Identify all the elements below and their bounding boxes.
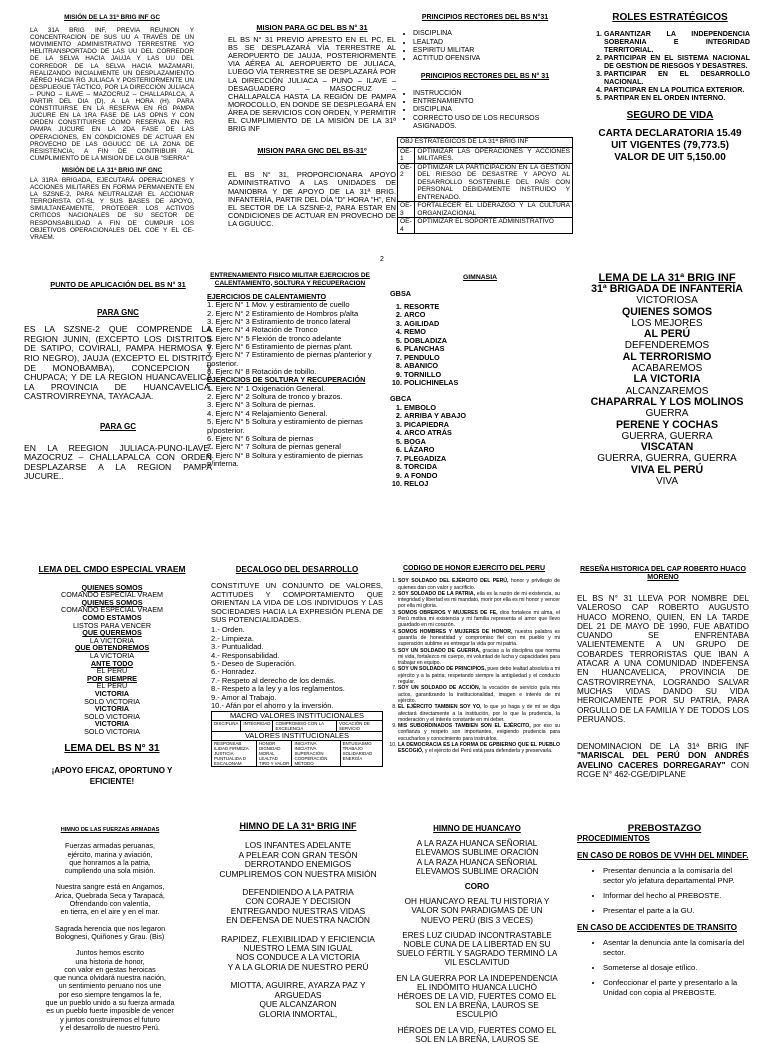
stanza: MIOTTA, AGUIRRE, AYARZA PAZ Y ARGUEDAS QUE ALCANZARON GLORIA INMORTAL, [230,980,366,1019]
gimnasia-item: 2. ARCO [404,311,570,319]
mision-bs-gnc-text: EL BS N° 31, PROPORCIONARA APOYO ADMINISTRATIVO A LAS UNIDADES DE MANIOBRA Y DE APOYO DE LA 31ª BRIG. INFANTERÍA, PARTIR DEL DÍA "D" HORA "H", EN EL SECTOR DE LA SZSNE-2, PARA ESTAR EN CONDICIONES DE ACTUAR EN PROVECHO DE LA GGUUCC. [228,170,396,228]
seguro-line-1: CARTA DECLARATORIA 15.49 [598,128,742,139]
codigo-item [398,629,560,648]
denominacion-name: "MARISCAL DEL PERÚ DON ANDRÉS AVELINO CACERES DORREGARAY" [577,751,749,770]
ejercicio-item: 8. Ejerc N° 8 Rotación de tobillo. [207,367,317,377]
decalogo-item: 2.- Limpieza. [211,633,254,643]
ejercicio-item: 2. Ejerc N° 2 Estiramiento de Hombros p/alta [207,308,359,318]
lema-line: VICTORIA [94,688,130,698]
mision-31-brig-column [30,14,194,254]
lema-line: DEFENDEREMOS [624,340,710,352]
seguro-line-3: VALOR DE UIT 5,150.00 [614,152,726,163]
stanza: OH HUANCAYO REAL TU HISTORIA Y VALOR SON PARADIGMAS DE UN NUEVO PERÚ (BIS 3 VECES) [404,897,550,925]
himno-ffaa-stanzas [20,842,200,1032]
stanza: Sagrada herencia que nos legaron Bolognesi, Quiñones y Grau. (Bis) [54,923,166,941]
lema-line: GUERRA, GUERRA, GUERRA [597,453,737,465]
soltura-title: EJERCICIOS DE SOLTURA Y RECUPERACIÓN [207,375,366,385]
stanza: RAPIDEZ, FLEXIBILIDAD Y EFICIENCIA NUESTRO LEMA SIN IGUAL NOS CONDUCE A LA VICTORIA Y A LA GLORIA DE NUESTRO PERÚ [221,933,375,972]
lema-line: SOLO VICTORIA [84,696,140,706]
principio-item: • LEALTAD [413,39,573,47]
codigo-item [398,610,560,629]
ejercicio-item: 5. Ejerc N° 5 Soltura y estiramiento de piernas p/posterior. [207,417,363,435]
denominacion-label: DENOMINACION DE LA 31ª BRIG INF [577,742,749,752]
accidentes-list [577,938,752,996]
entrenamiento-column [207,272,373,502]
rol-item: 4. PARTICIPAR EN LA POLITICA EXTERIOR. [604,86,750,94]
lema-line: QUE QUEREMOS [82,628,142,638]
codigo-item-text: lo que yo haga y de mí se diga afectará directamente a la institución, por lo que la prudencia, la moderación y el interés constante en mi deber. [398,704,560,723]
decalogo-item: 9.- Amor al Trabajo. [211,692,277,702]
principios-column [397,14,573,274]
roles-title: ROLES ESTRATÉGICOS [612,12,728,23]
resena-column [577,566,749,816]
valores-row [212,741,383,767]
soltura-list [207,385,373,468]
macro-row [212,720,383,731]
lema-line: VICTORIA [94,704,130,714]
gimnasia-item: 1. RESORTE [404,303,570,311]
decalogo-list [211,626,383,710]
codigo-item-lead: SOY UN SOLDADO DE PRINCIPIOS, [398,666,486,673]
punto-aplicacion-title: PUNTO DE APLICACIÓN DEL BS N° 31 [50,280,186,289]
obj-code: OE-4 [398,218,415,234]
principio-item: • ACTITUD OFENSIVA [413,55,573,63]
procedimiento-item: • Someterse al dosaje etílico. [603,963,752,972]
gimnasia-item: 7. PENDULO [404,354,570,362]
lema-brig-column [580,272,754,502]
macro-cell: INTEGRIDAD [241,720,273,731]
codigo-item-text: dios fortalece mi alma, el Perú motiva mi existencia y mi familia representa el amor que llevo guardado en mi corazón. [398,609,560,629]
para-gc-text: EN LA REEGION JULIACA-PUNO-ILAVE-MAZOCRUZ – CHALLAPALCA CON ORDEN DESPLAZARSE A LA REGION PAMPA JUCURE.. [24,442,212,482]
lema-line: LISTOS PARA VENCER [72,620,152,630]
ejercicio-item: 1. Ejerc N° 1 Oxigenación General. [207,383,326,393]
ejercicio-item: 7. Ejerc N° 7 Estiramiento de piernas p/anterior y posterior. [207,350,372,368]
decalogo-item: 10.- Afán por el ahorro y la inversión. [211,701,334,711]
procedimiento-item: • Presentar el parte a la GU. [603,906,752,915]
procedimiento-item: • Confeccionar el parte y presentarlo a la Unidad con copia al PREBOSTE. [603,978,752,997]
obj-code: OE-3 [398,202,415,218]
himno-ffaa-column [20,826,200,1032]
roles-list [590,30,750,102]
gbca-title: GBCA [390,394,412,404]
lema-line: COMANDO ESPECIAL VRAEM [61,590,163,600]
resena-title: RESEÑA HISTORICA DEL CAP ROBERTO HUACO MORENO [580,566,746,581]
gimnasia-item: 4. REMO [404,328,570,336]
lema-line: LOS MEJORES [631,317,703,329]
gimnasia-item: 5. DOBLADIZA [404,337,570,345]
lema-line: GUERRA [645,408,689,420]
rol-item: 2. PARTICIPAR EN EL SISTEMA NACIONAL DE GESTION DE RIESGOS Y DESASTRES. [604,54,750,70]
lema-bs31-title: LEMA DEL BS N° 31 [64,743,160,755]
obj-row [398,163,573,202]
mision-gc-title: MISIÓN DE LA 31ª BRIG INF GC [64,14,160,21]
stanza: CORO [464,882,490,892]
lema-line: ANTE TODO [90,658,134,668]
codigo-item-text: ella es la razón de mi existencia, su integridad y libertad es mi mandato, morir por ella es mi honor y vencer por ella mi gloria. [398,590,561,610]
robos-list [577,866,752,915]
lema-vraem-lines [24,584,200,736]
principio-item: • ENTRENAMIENTO [413,98,573,106]
codigo-honor-list [388,578,560,754]
mision-gnc-text: LA 31RA BRIGADA, EJECUTARÁ OPERACIONES Y ACCIONES MILITARES EN FORMA PERMANENTE EN LA SZSNE-2, PARA NEUTRALIZAR EL ACCIONAR TERRORISTA OT-SL Y SUS BASES DE APOYO, SIMULTANEAMENTE, PROTEGER LOS ACTIVOS CRITICOS NACIONALES DE SU SECTOR DE RESPONSABILIDAD A FIN DE CUMPLIR LOS OBJETIVOS OPERACIONALES DEL COE Y EL CE-VRAEM. [30,176,194,241]
resena-text: EL BS N° 31 LLEVA POR NOMBRE DEL VALEROSO CAP ROBERTO AUGUSTO HUACO MORENO, QUIEN, EN LA TARDE DEL 21 DE MAYO DE 1990, FUE ABATIDO CUANDO SE ENFRENTABA VALIENTEMENTE A UN GRUPO DE COBARDES TERRORISTAS QUE IBAN A ATACAR A UNA COMUNIDAD INDEFENSA EN HUANCAVELICA, PROVINCIA DE CASTROVIRREYNA, LOGRANDO SALVAR MUCHAS VIDAS DANDO SU VIDA HEROICAMENTE POR SU PATRIA, PARA ORGULLO DE LA FAMILIA Y DE TODOS LOS PERUANOS. [577,594,749,724]
principio-item: • DISCIPLINA [413,106,573,114]
lema-line: 31ª BRIGADA DE INFANTERÍA [591,283,743,295]
para-gnc-text: ES LA SZSNE-2 QUE COMPRENDE LA REGION JUNIN, (EXCEPTO LOS DISTRITOS DE SATIPO, COVIRALI, PAMPA HERMOSA Y RIO NEGRO), JAUJA (EXCEPTO EL DISTRITO DE MONOBAMBA), CONCEPCION Y CHUPACA; Y DE LA REGION HUANCAVELICA LA PROVINCIA DE HUANCAVELICA, CASTROVIRREYNA, TAYACAJA. [24,324,212,402]
obj-row [398,218,573,234]
gimnasia-title: GIMNASIA [463,274,497,281]
gbsa-title: GBSA [390,289,412,299]
obj-desc: OPTIMIZAR LA PARTICIPACIÓN EN LA GESTIÓN DEL RIESGO DE DESASTRE Y APOYO AL DESARROLLO SOSTENIBLE DEL PAÍS CON PERSONAL DEBIDAMENTE INSTRUIDO Y ENTRENADO. [415,163,573,202]
lema-line: EL PERÚ [96,681,128,691]
lema-line: PERENE Y COCHAS [615,418,719,431]
macro-cell: COMPROMISO CON LA EXCELENCIA [273,720,337,731]
codigo-honor-title: CODIGO DE HONOR EJERCITO DEL PERU [402,565,546,572]
stanza: LOS INFANTES ADELANTE A PELEAR CON GRAN TESÓN DERROTANDO ENEMIGOS CUMPLIREMOS CON NUESTRA MISIÓN [219,840,377,879]
rol-item: 5. PARTIPAR EN EL ORDEN INTERNO. [604,94,750,102]
lema-line: QUIENES SOMOS [81,597,143,607]
codigo-item [398,742,560,755]
lema-brig-lines [580,284,754,487]
gimnasia-item: 6. PLANCHAS [404,345,570,353]
lema-line: LA VICTORIA [89,650,135,660]
calentamiento-list [207,301,373,376]
valores-cell: ENTUSIASMO TRABAJO SOLIDARIDAD ENERGÍA [340,741,382,767]
lema-line: QUIENES SOMOS [81,582,143,592]
decalogo-item: 8.- Respeto a la ley y a los reglamentos. [211,684,345,694]
decalogo-item: 1.- Orden. [211,625,245,635]
codigo-item-lead: SOY SOLDADO DEL EJÉRCITO DEL PERÚ, [398,578,509,585]
lema-line: ACABAREMOS [631,363,703,375]
valores-table [211,740,383,767]
lema-line: GUERRA, GUERRA [621,430,713,442]
himno-brig-title: HIMNO DE LA 31ª BRIG INF [239,821,357,831]
lema-line: COMO ESTAMOS [82,612,142,622]
decalogo-intro: CONSTITUYE UN CONJUNTO DE VALORES, ACTITUDES Y COMPORTAMIENTO QUE ORIENTAN LA VIDA DE LOS INDIVIDUOS Y LAS SOCIEDADES HACIA LA EXPRESIÓN PLENA DE SUS POTENCIALIDADES. [211,581,383,625]
principio-item: • INSTRUCCIÓN [413,90,573,98]
obj-row [398,147,573,163]
ejercicio-item: 3. Ejerc N° 3 Soltura de piernas. [207,400,316,410]
lema-line: ALCANZAREMOS [625,385,709,397]
procedimientos-title: PROCEDIMIENTOS [577,834,650,843]
valores-title: VALORES INSTITUCIONALES [211,732,383,740]
lema-line: SOLO VICTORIA [84,711,140,721]
gimnasia-item: 3. PICAPIEDRA [404,421,570,429]
codigo-item-lead: SOMOS HOMBRES Y MUJERES DE HONOR, [398,628,513,635]
prebostazgo-title: PREBOSTAZGO [627,823,702,834]
codigo-item-text: pues debo lealtad absoluta a mi ejército y a la patria; respetando siempre la antigüedad y el conducto regular. [398,666,560,686]
stanza: A LA RAZA HUANCA SEÑORIAL ELEVAMOS SUBLIME ORACIÓN A LA RAZA HUANCA SEÑORIAL ELEVAMOS SUBLIME ORACIÓN [415,839,539,876]
robos-title: EN CASO DE ROBOS DE VVHH DEL MINDEF. [577,851,749,861]
codigo-item-text: la vocación de servicio guía mis actos, garantizando la institucionalidad, imagen e interés de mi ejército. [398,685,560,704]
codigo-item-lead: SOY UN SOLDADO DE GUERRA, [398,647,481,654]
valores-cell: RESPONSAB ILIDAD FIRMEZA JUSTICIA PUNTUALIDA D ESCALONAM [212,741,257,767]
lema-line: COMANDO ESPECIAL VRAEM [61,605,163,615]
codigo-item-lead: SOY UN SOLDADO DE ACCIÓN, [398,685,481,692]
principio-item: • ESPIRITU MILITAR [413,47,573,55]
codigo-item-text: y el ejército del Perú está para defenderla y preservarla. [423,748,553,755]
decalogo-item: 3.- Puntualidad. [211,642,264,652]
lema-line: VIVA [655,476,679,488]
ejercicio-item: 2. Ejerc N° 2 Soltura de tronco y brazos. [207,392,343,402]
ejercicio-item: 4. Ejerc N° 4 Rotación de Tronco [207,325,318,335]
gimnasia-column [390,274,570,504]
mision-gnc-title: MISIÓN DE LA 31ª BRIG INF GNC [61,166,163,174]
himno-huancayo-stanzas [388,839,566,1044]
himno-huancayo-title: HIMNO DE HUANCAYO [433,824,521,833]
codigo-item-lead: MIS SUBORDINADOS TAMBIEN SON EL EJÉRCITO, [398,723,531,730]
entrenamiento-title: ENTRENAMIENTO FISICO MILITAR EJERCICIOS DE CALENTAMIENTO, SOLTURA Y RECUPERACION [210,272,370,287]
lema-line: POR SIEMPRE [87,673,137,683]
gimnasia-item: 2. ARRIBA Y ABAJO [404,412,570,420]
gimnasia-item: 3. AGILIDAD [404,320,570,328]
lema-line: VISCATAN [640,441,694,454]
codigo-item [398,648,560,667]
stanza: EN LA GUERRA POR LA INDEPENDENCIA EL INDÓMITO HUANCA LUCHÓ HÉROES DE LA VID, FUERTES COMO EL SOL EN LA BREÑA, LAUROS SE ESCULPIÓ [396,973,558,1020]
ejercicio-item: 3. Ejerc N° 3 Estiramiento de tronco lateral [207,317,351,327]
lema-line: AL PERÚ [643,328,691,341]
gimnasia-item: 1. EMBOLO [404,404,570,412]
obj-code: OE-1 [398,147,415,163]
obj-desc: OPTIMIZAR EL SOPORTE ADMINISTRATIVO [415,218,573,234]
codigo-item [398,591,560,610]
obj-table-title: OBJ ESTRATÉGICOS DE LA 31ª BRIG INF [397,137,573,146]
ejercicio-item: 6. Ejerc N° 6 Estiramiento de piernas p/ant. [207,342,353,352]
ejercicio-item: 4. Ejerc N° 4 Relajamiento General. [207,408,328,418]
mision-gc-text: LA 31A BRIG INF, PREVIA REUNION Y CONCENTRACION DE SUS UU A TRAVÉS DE UN MOVIMIENTO ADMINISTRATIVO TERRESTRE Y/O HELITRANSPORTADO DE LAS UU DEL CORREDOR DE LA SELVA HACIA JAUJA Y LAS UU DEL CORREDOR DE LA SELVA HACIA MAZAMARI, REALIZANDO INICIALMENTE UN DESPLAZAMIENTO AÉREO HACIA RG JULIACA Y POSTERIORMENTE UN DESPLIEGUE TÁCTICO, POR LA DIRECCIÓN JULIACA – PUNO – ILAVE – MAZOCRUZ – CHALLAPALCA, A PARTIR DEL DIA (D), A LA HORA (H). PARA CONSTITUIRSE EN LA RESERVA EN RG PAMPA JUCURE EN LA 1RA FASE DE LAS OPNS Y CON ORDEN CONSTITUIRSE COMO RESERVA EN RG PAMPA JUCURE EN LA 2DA FASE DE LAS OPERACIONES, EN CONDICIONES DE ACTUAR EN PROVECHO DE LAS GGUUCC DE LA ZONA DE RESISTENCIA, A FIN DE CONTRIBUIR AL CUMPLIMIENTO DE LA MISION DE LA GUB "SIERRA" [30,27,194,162]
codigo-item [398,723,560,742]
ejercicio-item: 7. Ejerc N° 7 Soltura de piernas general [207,442,341,452]
objetivos-estrategicos-table [397,147,573,235]
macro-valores-title: MACRO VALORES INSTITUCIONALES [211,711,383,720]
decalogo-item: 6.- Honradez. [211,667,257,677]
gimnasia-item: 9. TORNILLO [404,371,570,379]
himno-ffaa-title: HIMNO DE LAS FUERZAS ARMADAS [60,827,160,833]
stanza: Juntos hemos escrito una historia de honor, con valor en gestas heroicas que nunca olvidará nuestra nación, un sentimiento peruano nos une por eso siempre tengamos la fe, que un pueblo unido a su fuerza armada es un pueblo fuerte imposible de vencer y juntos construiremos el futuro y el desarrollo de nuestro Perú. [45,948,175,1032]
codigo-item [398,666,560,685]
lema-line: CHAPARRAL Y LOS MOLINOS [590,395,744,408]
codigo-item [398,578,560,591]
principios-title-2: PRINCIPIOS RECTORES DEL BS N° 31 [420,73,550,81]
codigo-item [398,685,560,704]
obj-desc: OPTIMIZAR LAS OPERACIONES Y ACCIONES MILITARES. [415,147,573,163]
codigo-item-lead: EL EJÉRCITO TAMBIEN SOY YO, [398,704,482,711]
gbca-list [390,404,570,489]
procedimiento-item: • Asentar la denuncia ante la comisaría del sector. [603,938,752,957]
lema-vraem-title: LEMA DEL CMDO ESPECIAL VRAEM [38,564,186,574]
codigo-item [398,704,560,723]
decalogo-item: 4.- Responsabilidad. [211,650,280,660]
gimnasia-item: 6. LÁZARO [404,446,570,454]
gimnasia-item: 10. POLICHINELAS [404,379,570,387]
mision-bs-gc-title: MISION PARA GC DEL BS N° 31 [256,23,368,32]
lema-bs31-text: ¡APOYO EFICAZ, OPORTUNO Y EFICIENTE! [51,766,173,787]
obj-desc: FORTALECER EL LIDERAZGO Y LA CULTURA ORGANIZACIONAL [415,202,573,218]
codigo-item-text: por eso su confianza y respeto son importantes, exigiendo prudencia para escucharlos y conocimiento para instruirlos. [398,723,561,742]
lema-line: LA VICTORIA [89,635,135,645]
seguro-line-2: UIT VIGENTES (79,773.5) [611,140,729,151]
lema-vraem-column [24,566,200,806]
himno-brig-stanzas [210,841,386,1019]
gimnasia-item: 9. A FONDO [404,472,570,480]
ejercicio-item: 6. Ejerc N° 6 Soltura de piernas [207,433,314,443]
ejercicio-item: 5. Ejerc N° 5 Flexión de tronco adelante [207,333,342,343]
codigo-item-text: honor y privilegio de quienes dan con valor y sacrificio. [398,578,560,591]
lema-line: EL PERÚ [96,666,128,676]
valores-cell: HONOR DIGNIDAD MORAL LEALTAD TIRO Y VALOR [256,741,291,767]
mision-bs31-column [228,24,396,264]
codigo-item-text: nuestra palabra es garantía de honestidad y compromiso fiel con mi pueblo y mi superación sublime es entregar la vida por mi patria. [398,628,560,648]
obj-row [398,202,573,218]
himno-huancayo-column [388,824,566,1044]
principio-item: • DISCIPLINA [413,30,573,38]
stanza: Fuerzas armadas peruanas, ejército, marina y aviación, que honramos a la patria, cumpliendo una sola misión. [64,841,156,876]
principios-title-1: PRINCIPIOS RECTORES DEL BS N°31 [421,14,549,21]
procedimiento-item: • Presentar denuncia a la comisaría del sector y/o jefatura departamental PNP. [603,866,752,885]
procedimiento-item: • Informar del hecho al PREBOSTE. [603,891,752,900]
lema-line: VICTORIOSA [636,295,698,307]
principios-list-2 [397,90,573,131]
principios-list-1 [397,30,573,63]
codigo-item-lead: LA DEMOCRACIA ES LA FORMA DE GPBIERNO QUE EL PUEBLO ESCOGIÓ, [398,742,560,755]
calentamiento-title: EJERCICIOS DE CALENTAMIENTO [207,292,327,301]
lema-line: LA VICTORIA [633,373,701,386]
macro-cell: DISCIPLINA [212,720,241,731]
lema-line: QUIENES SOMOS [621,305,713,318]
mision-bs-gnc-title: MISION PARA GNC DEL BS-31º [257,146,367,156]
lema-line: VIVA EL PERÚ [630,463,704,476]
prebostazgo-column [577,824,752,1024]
para-gc-title: PARA GC [100,421,136,431]
lema-line: QUE OBTENDREMOS [74,643,150,653]
gimnasia-item: 8. ABANICO [404,362,570,370]
obj-code: OE-2 [398,163,415,202]
accidentes-title: EN CASO DE ACCIDENTES DE TRANSITO [577,923,738,933]
lema-line: AL TERRORISMO [622,350,712,363]
para-gnc-title: PARA GNC [97,307,139,317]
gimnasia-item: 8. TORCIDA [404,463,570,471]
decalogo-item: 7.- Respeto al derecho de los demás. [211,675,336,685]
ejercicio-item: 8. Ejerc N° 8 Soltura y estiramiento de piernas p/interna. [207,450,363,468]
valores-cell: INICIATIVA INICIATIVA SUPERACIÓN COOPERACIÓN MÉTODO [292,741,340,767]
denominacion-text [577,742,749,779]
decalogo-title: DECALOGO DEL DESARROLLO [235,565,359,574]
lema-line: VICTORIA [94,719,130,729]
gimnasia-item: 4. ARCO ATRÁS [404,429,570,437]
roles-column [590,14,750,214]
ejercicio-item: 1. Ejerc N° 1 Mov. y estiramiento de cuello [207,300,350,310]
lema-line: SOLO VICTORIA [84,726,140,736]
gbsa-list [390,303,570,388]
rol-item: 1. GARANTIZAR LA INDEPENDENCIA SOBERANIA E INTEGRIDAD TERRITORIAL. [604,30,750,54]
codigo-item-lead: SOMOS OBREROS Y MUJERES DE FE, [398,609,498,616]
rol-item: 3. PARTICIPAR EN EL DESARROLLO NACIONAL. [604,70,750,86]
punto-aplicacion-column [24,276,212,516]
stanza: Nuestra sangre está en Angamos, Arica, Quebrada Seca y Tarapacá, Ofrendando con valentía, en tierra, en el aire y en el mar. [55,882,165,917]
codigo-item-text: gracias a la disciplina que norma mi vida, fortalezco mi cuerpo, mi voluntad de lucha y capacidades para trabajar en equipo. [398,647,561,667]
stanza: DEFENDIENDO A LA PATRIA CON CORAJE Y DECISION ENTREGANDO NUESTRAS VIDAS EN DEFENSA DE NUESTRA NACIÓN [226,887,370,926]
stanza: HÉROES DE LA VID, FUERTES COMO EL SOL EN LA BREÑA, LAUROS SE [397,1025,557,1044]
seguro-title: SEGURO DE VIDA [626,110,714,121]
decalogo-item: 5.- Deseo de Superación. [211,659,297,669]
codigo-item-lead: SOY SOLDADO DE LA PATRIA, [398,590,475,597]
gimnasia-item: 5. BOGA [404,438,570,446]
codigo-honor-column [388,566,560,816]
stanza: ERES LUZ CIUDAD INCONTRASTABLE NOBLE CUNA DE LA LIBERTAD EN SU SUELO FÉRTIL Y SAGRADO TERMINÓ LA VIL ESCLAVITUD [396,930,558,968]
gimnasia-item: 10. RELOJ [404,480,570,488]
page-number: 2 [380,256,384,263]
macro-cell: VOCACIÓN DE SERVICIO [337,720,383,731]
principio-item: • CORRECTO USO DE LOS RECURSOS ASIGNADOS. [413,115,573,132]
himno-brig-column [210,822,386,1024]
mision-bs-gc-text: EL BS N° 31 PREVIO APRESTO EN EL PC, EL BS SE DESPLAZARÁ VÍA TERRESTRE AL AEROPUERTO DE JAUJA, POSTERIORMENTE VIA AÉREA AL AEROPUERTO DE JULIACA, LUEGO VÍA TERRESTRE SE DESPLAZARÁ POR LA DIRECCIÓN JULIACA – PUNO – ILAVE – DESAGUADERO – MASOCRUZ – CHALLAPALCA HASTA LA REGIÓN DE PAMPA MOROCOLLO, EN DONDE SE DESPLEGARÁ EN ÁREA DE SERVICIOS CON ORDEN, Y PERMITIR EL CUMPLIMIENTO DE LA MISIÓN DE LA 31ª BRIG INF [228,35,396,134]
gimnasia-item: 7. PLEGADIZA [404,455,570,463]
lema-brig-title: LEMA DE LA 31ª BRIG INF [598,272,736,284]
denominacion-rcge: CON RCGE N° 462-CGE/DIPLANE [577,760,749,780]
decalogo-column [211,566,383,816]
